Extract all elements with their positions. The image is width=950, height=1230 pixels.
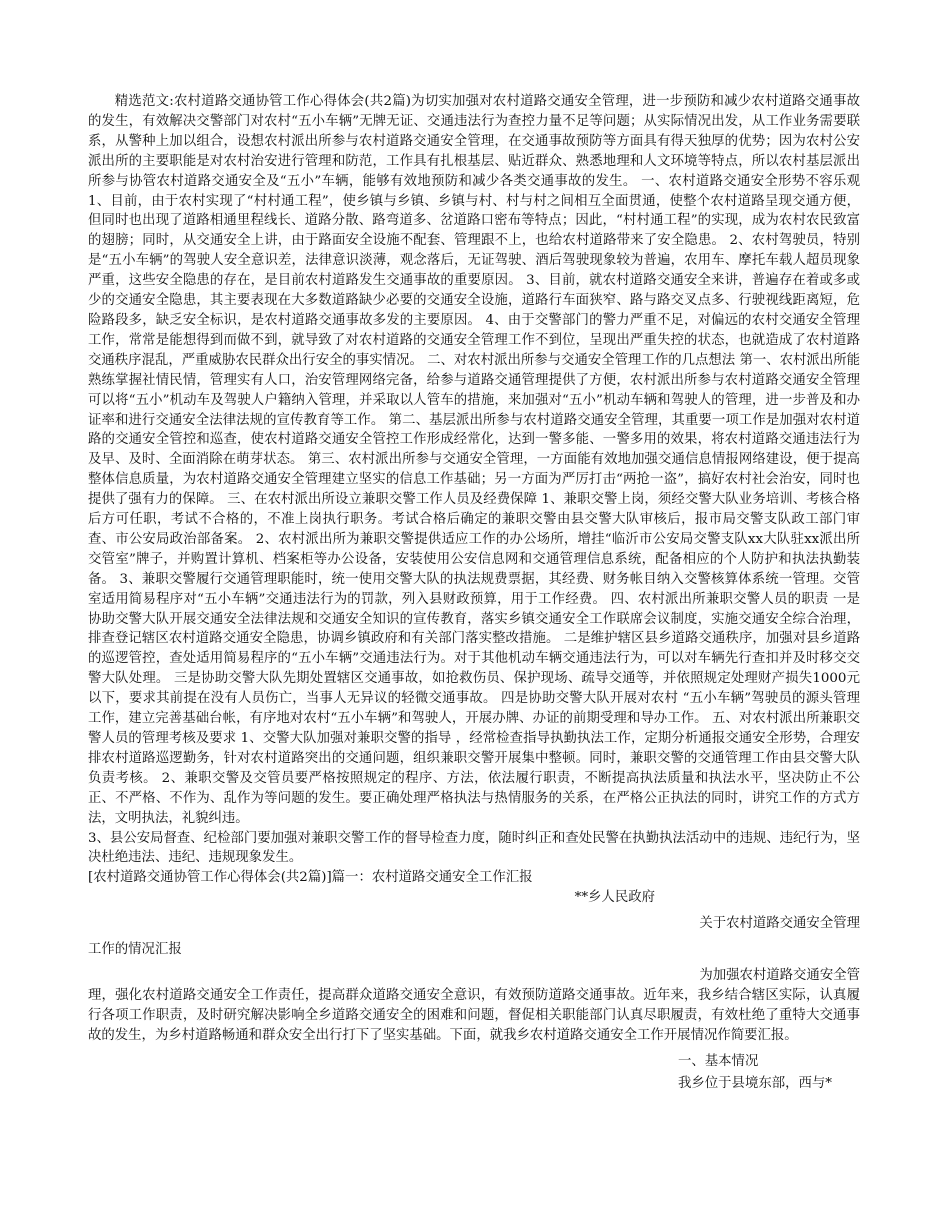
report-title-part2: 工作的情况汇报 bbox=[88, 942, 182, 958]
reference-line: [农村道路交通协管工作心得体会(共2篇)]篇一：农村道路交通安全工作汇报 bbox=[88, 870, 533, 886]
document-page bbox=[88, 92, 860, 1093]
tail-paragraph: 3、县公安局督查、纪检部门要加强对兼职交警工作的督导检查力度，随时纠正和查处民警在执勤执法活动中的违规、违纪行为，坚决杜绝违法、违纪、违规现象发生。 bbox=[88, 830, 860, 866]
body-paragraph: 精选范文:农村道路交通协管工作心得体会(共2篇)为切实加强对农村道路交通安全管理，进一步预防和减少农村道路交通事故的发生，有效解决交警部门对农村“五小车辆”无牌无证、交通违法行为查控力量不足等问题；从实际情况出发，从工作业务需要联系，从警种上加以组合，设想农村派出所参与农村道路交通安全管理，在交通事故预防等方面具有得天独厚的优势；因为农村公安派出所的主要职能是对农村治安进行管理和防范，工作具有扎根基层、贴近群众、熟悉地理和人文环境等特点，所以农村基层派出所参与协管农村道路交通安全及“五小”车辆，能够有效地预防和减少各类交通事故的发生。 一、农村道路交通安全形势不容乐观 1、目前，由于农村实现了“村村通工程”，使乡镇与乡镇、乡镇与村、村与村之间相互全面贯通，使整个农村道路呈现交通方便，但同时也出现了道路相通里程线长、道路分散、路弯道多、岔道路口密布等特点；因此，“村村通工程”的实现，成为农村农民致富的翅膀；同时，从交通安全上讲，由于路面安全设施不配套、管理跟不上，也给农村道路带来了安全隐患。 2、农村驾驶员，特别是“五小车辆”的驾驶人安全意识差，法律意识淡薄，观念落后，无证驾驶、酒后驾驶现象较为普遍，农用车、摩托车载人超员现象严重，这些安全隐患的存在，是目前农村道路发生交通事故的重要原因。 3、目前，就农村道路交通安全来讲，普遍存在着或多或少的交通安全隐患，其主要表现在大多数道路缺少必要的交通安全设施，道路行车面狭窄、路与路交叉点多、行驶视线距离短，危险路段多，缺乏安全标识，是农村道路交通事故多发的主要原因。 4、由于交警部门的警力严重不足，对偏远的农村交通安全管理工作，常常是能想得到而做不到，就导致了对农村道路的交通安全管理工作不到位，呈现出严重失控的状态，也就造成了农村道路交通秩序混乱，严重威胁农民群众出行安全的事实情况。 二、对农村派出所参与交通安全管理工作的几点想法 第一、农村派出所能熟练掌握社情民情，管理实有人口，治安管理网络完备，给参与道路交通管理提供了方便，农村派出所参与农村道路交通安全管理可以将“五小”机动车及驾驶人户籍纳入管理，并采取以人管车的措施，来加强对“五小”机动车辆和驾驶人的管理，进一步普及和办证率和进行交通安全法律法规的宣传教育等工作。 第二、基层派出所参与农村道路交通安全管理，其重要一项工作是加强对农村道路的交通安全管控和巡查，使农村道路交通安全管控工作形成经常化，达到一警多能、一警多用的效果，将农村道路交通违法行为及早、及时、全面消除在萌芽状态。 第三、农村派出所参与交通安全管理，一方面能有效地加强交通信息情报网络建设，便于提高整体信息质量，为农村道路交通安全管理建立坚实的信息工作基础；另一方面为严厉打击“两抢一盗”，搞好农村社会治安，同时也提供了强有力的保障。 三、在农村派出所设立兼职交警工作人员及经费保障 1、兼职交警上岗，须经交警大队业务培训、考核合格后方可任职，考试不合格的，不准上岗执行职务。考试合格后确定的兼职交警由县交警大队审核后，报市局交警支队政工部门审查、市公安局政治部备案。 2、农村派出所为兼职交警提供适应工作的办公场所，增挂“临沂市公安局交警支队xx大队驻xx派出所交管室”牌子，并购置计算机、档案柜等办公设备，安装使用公安信息网和交通管理信息系统，配备相应的个人防护和执法执勤装备。 3、兼职交警履行交通管理职能时，统一使用交警大队的执法规费票据，其经费、财务帐目纳入交警核算体系统一管理。交管室适用简易程序对“五小车辆”交通违法行为的罚款，列入县财政预算，用于工作经费。 四、农村派出所兼职交警人员的职责 一是协助交警大队开展交通安全法律法规和交通安全知识的宣传教育，落实乡镇交通安全工作联席会议制度，实施交通安全综合治理，排查登记辖区农村道路交通安全隐患，协调乡镇政府和有关部门落实整改措施。 二是维护辖区县乡道路交通秩序，加强对县乡道路的巡逻管控，查处适用简易程序的“五小车辆”交通违法行为。对于其他机动车辆交通违法行为，可以对车辆先行查扣并及时移交交警大队处理。 三是协助交警大队先期处置辖区交通事故，如抢救伤员、保护现场、疏导交通等，并依照规定处理财产损失1000元以下，要求其前提在没有人员伤亡，当事人无异议的轻微交通事故。 四是协助交警大队开展对农村 “五小车辆”驾驶员的源头管理工作，建立完善基础台帐，有序地对农村“五小车辆”和驾驶人，开展办牌、办证的前期受理和导办工作。 五、对农村派出所兼职交警人员的管理考核及要求 1、交警大队加强对兼职交警的指导 ，经常检查指导执勤执法工作，定期分析通报交通安全形势，合理安排农村道路巡逻勤务，针对农村道路突出的交通问题，组织兼职交警开展集中整顿。同时，兼职交警的交通管理工作由县交警大队负责考核。 2、兼职交警及交管员要严格按照规定的程序、方法，依法履行职责，不断提高执法质量和执法水平，坚决防止不公正、不严格、不作为、乱作为等问题的发生。要正确处理严格执法与热情服务的关系，在严格公正执法的同时，讲究工作的方式方法，文明执法，礼貌纠违。 bbox=[88, 94, 860, 826]
intro-paragraph: 理，强化农村道路交通安全工作责任，提高群众道路交通安全意识，有效预防道路交通事故。近年来，我乡结合辖区实际，认真履行各项工作职责，及时研究解决影响全乡道路交通安全的困难和问题，督促相关职能部门认真尽职履责，有效杜绝了重特大交通事故的发生，为乡村道路畅通和群众安全出行打下了坚实基础。下面，就我乡农村道路交通安全工作开展情况作简要汇报。 bbox=[88, 987, 860, 1043]
section-heading: 一、基本情况 bbox=[678, 1053, 759, 1069]
org-name: **乡人民政府 bbox=[574, 890, 655, 906]
section-text: 我乡位于县境东部，西与* bbox=[678, 1075, 832, 1091]
report-title-part1: 关于农村道路交通安全管理 bbox=[699, 916, 860, 932]
intro-lead: 为加强农村道路交通安全管 bbox=[699, 967, 860, 983]
